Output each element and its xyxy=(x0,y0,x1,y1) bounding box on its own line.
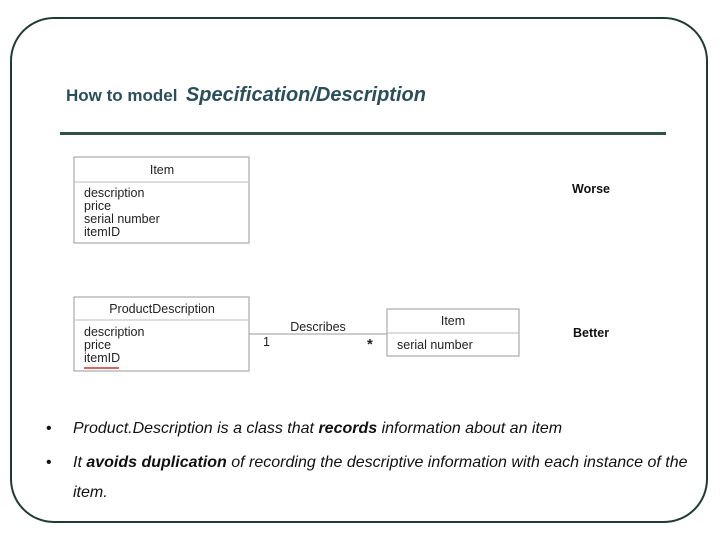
worse-item-attr-itemid: itemID xyxy=(84,225,121,239)
bullet-dot: • xyxy=(46,454,52,471)
describes-association xyxy=(249,320,387,353)
bullet-text-before: Product.Description is a class that xyxy=(73,420,319,437)
worse-item-class-name: Item xyxy=(149,163,175,177)
bullet-dot: • xyxy=(46,420,52,437)
worse-label: Worse xyxy=(572,182,610,196)
bullet-text-after: of recording the descriptive information with each instance of the item. xyxy=(73,454,688,501)
bullet-text-bold: avoids duplication xyxy=(86,454,227,471)
association-left-multiplicity: 1 xyxy=(263,335,270,349)
bullet-text-after: information about an item xyxy=(377,420,563,437)
bullet-list xyxy=(40,414,690,508)
worse-item-class xyxy=(74,157,249,243)
pd-attr-price: price xyxy=(84,338,112,352)
bullet-text-bold: records xyxy=(318,420,378,437)
better-item-class-name: Item xyxy=(440,314,466,328)
bullet-item xyxy=(40,414,690,444)
worse-item-attr-serial-number: serial number xyxy=(84,212,160,226)
bullet-text-before: It xyxy=(73,454,87,471)
worse-item-attr-price: price xyxy=(84,199,112,213)
title-emphasis: Specification/Description xyxy=(185,84,426,106)
pd-attr-itemid: itemID xyxy=(84,351,121,365)
association-right-multiplicity: * xyxy=(367,336,373,353)
worse-item-attr-description: description xyxy=(84,186,145,200)
pd-attr-description: description xyxy=(84,325,145,339)
bullet-item xyxy=(40,448,690,508)
association-name: Describes xyxy=(290,320,346,334)
product-description-class xyxy=(74,297,249,371)
better-item-attr-serial-number: serial number xyxy=(397,338,473,352)
better-label: Better xyxy=(573,326,610,340)
title-prefix: How to model xyxy=(66,86,178,105)
product-description-class-name: ProductDescription xyxy=(109,302,215,316)
better-item-class xyxy=(387,309,519,356)
